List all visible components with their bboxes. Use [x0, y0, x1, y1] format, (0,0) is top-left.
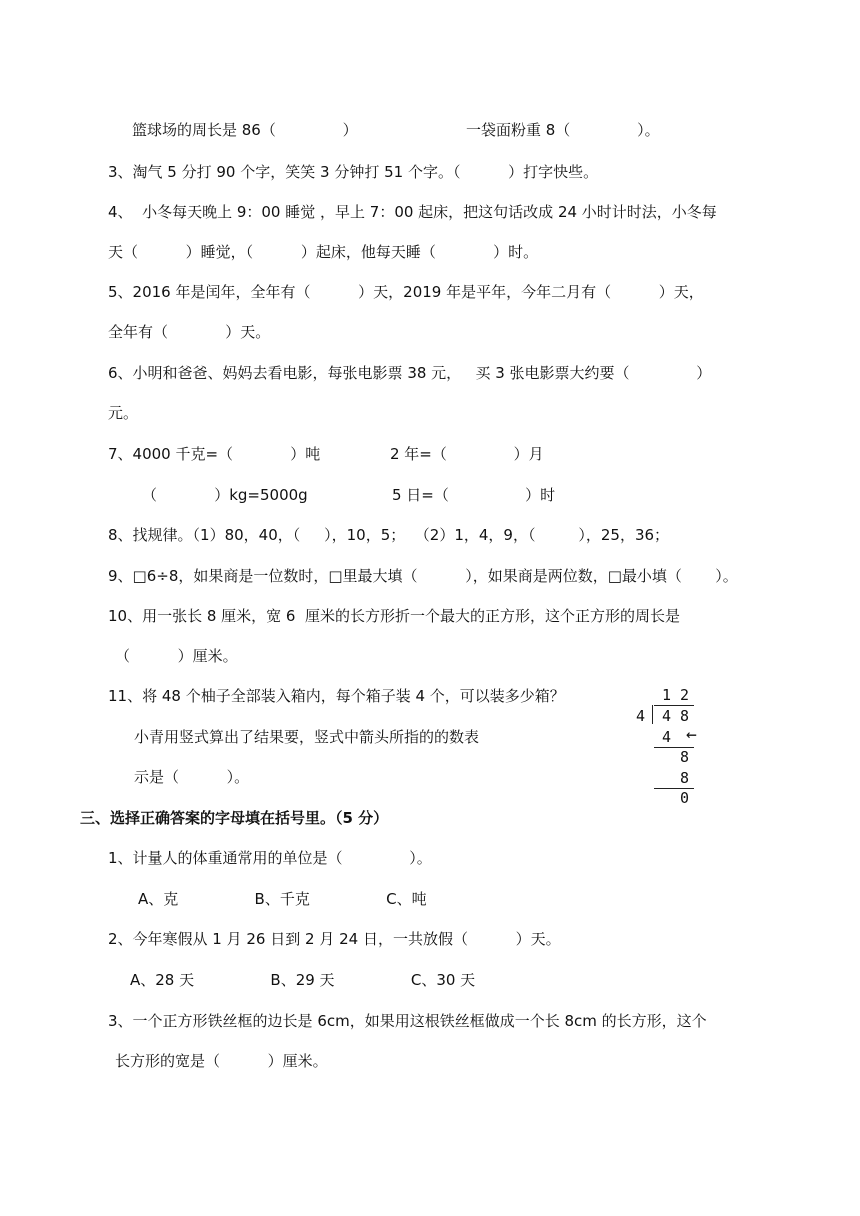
question-line: 篮球场的周长是 86（ ） — [132, 121, 358, 139]
question-10: 10、用一张长 8 厘米，宽 6 厘米的长方形折一个最大的正方形，这个正方形的周长是 — [108, 607, 681, 625]
division-quotient: 1 2 — [662, 686, 690, 704]
question-7: 7、4000 千克=（ ）吨 — [108, 445, 321, 463]
question-4: 4、 小冬每天晚上 9：00 睡觉 ，早上 7：00 起床，把这句话改成 24 小时计时法，小冬每 — [108, 203, 717, 221]
question-11-cont: 小青用竖式算出了结果要，竖式中箭头所指的的数表 — [134, 728, 480, 746]
question-3: 3、淘气 5 分打 90 个字，笑笑 3 分钟打 51 个字。（ ）打字快些。 — [108, 163, 599, 181]
question-line: 一袋面粉重 8（ ）。 — [466, 121, 660, 139]
choice-options-1: A、克 B、千克 C、吨 — [138, 890, 427, 908]
question-6-cont: 元。 — [108, 404, 139, 422]
choice-question-1: 1、计量人的体重通常用的单位是（ ）。 — [108, 849, 432, 867]
question-7-d: 5 日=（ ）时 — [392, 486, 556, 504]
question-5: 5、2016 年是闰年，全年有（ ）天，2019 年是平年，今年二月有（ ）天， — [108, 283, 704, 301]
division-step-1: 4 — [662, 728, 672, 746]
division-step-2: 8 — [680, 748, 690, 766]
question-4-cont: 天（ ）睡觉，（ ）起床，他每天睡（ ）时。 — [108, 243, 539, 261]
question-11: 11、将 48 个柚子全部装入箱内，每个箱子装 4 个，可以装多少箱？ — [108, 687, 565, 705]
question-7-b: 2 年=（ ）月 — [390, 445, 544, 463]
division-step-3: 8 — [680, 769, 690, 787]
arrow-icon: ← — [686, 724, 697, 745]
question-7-c: （ ）kg=5000g — [142, 486, 308, 504]
division-divisor: 4 — [636, 707, 646, 725]
division-bar — [654, 705, 694, 706]
question-11-answer: 示是（ ）。 — [134, 768, 250, 786]
division-dividend: 4 8 — [662, 707, 690, 725]
question-10-cont: （ ）厘米。 — [115, 647, 238, 665]
choice-question-2: 2、今年寒假从 1 月 26 日到 2 月 24 日，一共放假（ ）天。 — [108, 930, 561, 948]
choice-question-3: 3、一个正方形铁丝框的边长是 6cm，如果用这根铁丝框做成一个长 8cm 的长方形，这个 — [108, 1012, 707, 1030]
question-9: 9、□6÷8，如果商是一位数时，□里最大填（ ），如果商是两位数，□最小填（ ）。 — [108, 567, 738, 585]
section-3-heading: 三、选择正确答案的字母填在括号里。（5 分） — [80, 809, 389, 827]
division-bracket — [652, 705, 653, 724]
division-remainder: 0 — [680, 789, 690, 807]
choice-options-2: A、28 天 B、29 天 C、30 天 — [130, 971, 476, 989]
question-8: 8、找规律。（1）80，40，（ ），10，5； （2）1，4，9，（ ），25，36； — [108, 526, 670, 544]
choice-question-3-cont: 长方形的宽是（ ）厘米。 — [115, 1052, 328, 1070]
question-6: 6、小明和爸爸、妈妈去看电影，每张电影票 38 元， 买 3 张电影票大约要（ ） — [108, 364, 712, 382]
question-5-cont: 全年有（ ）天。 — [108, 323, 271, 341]
